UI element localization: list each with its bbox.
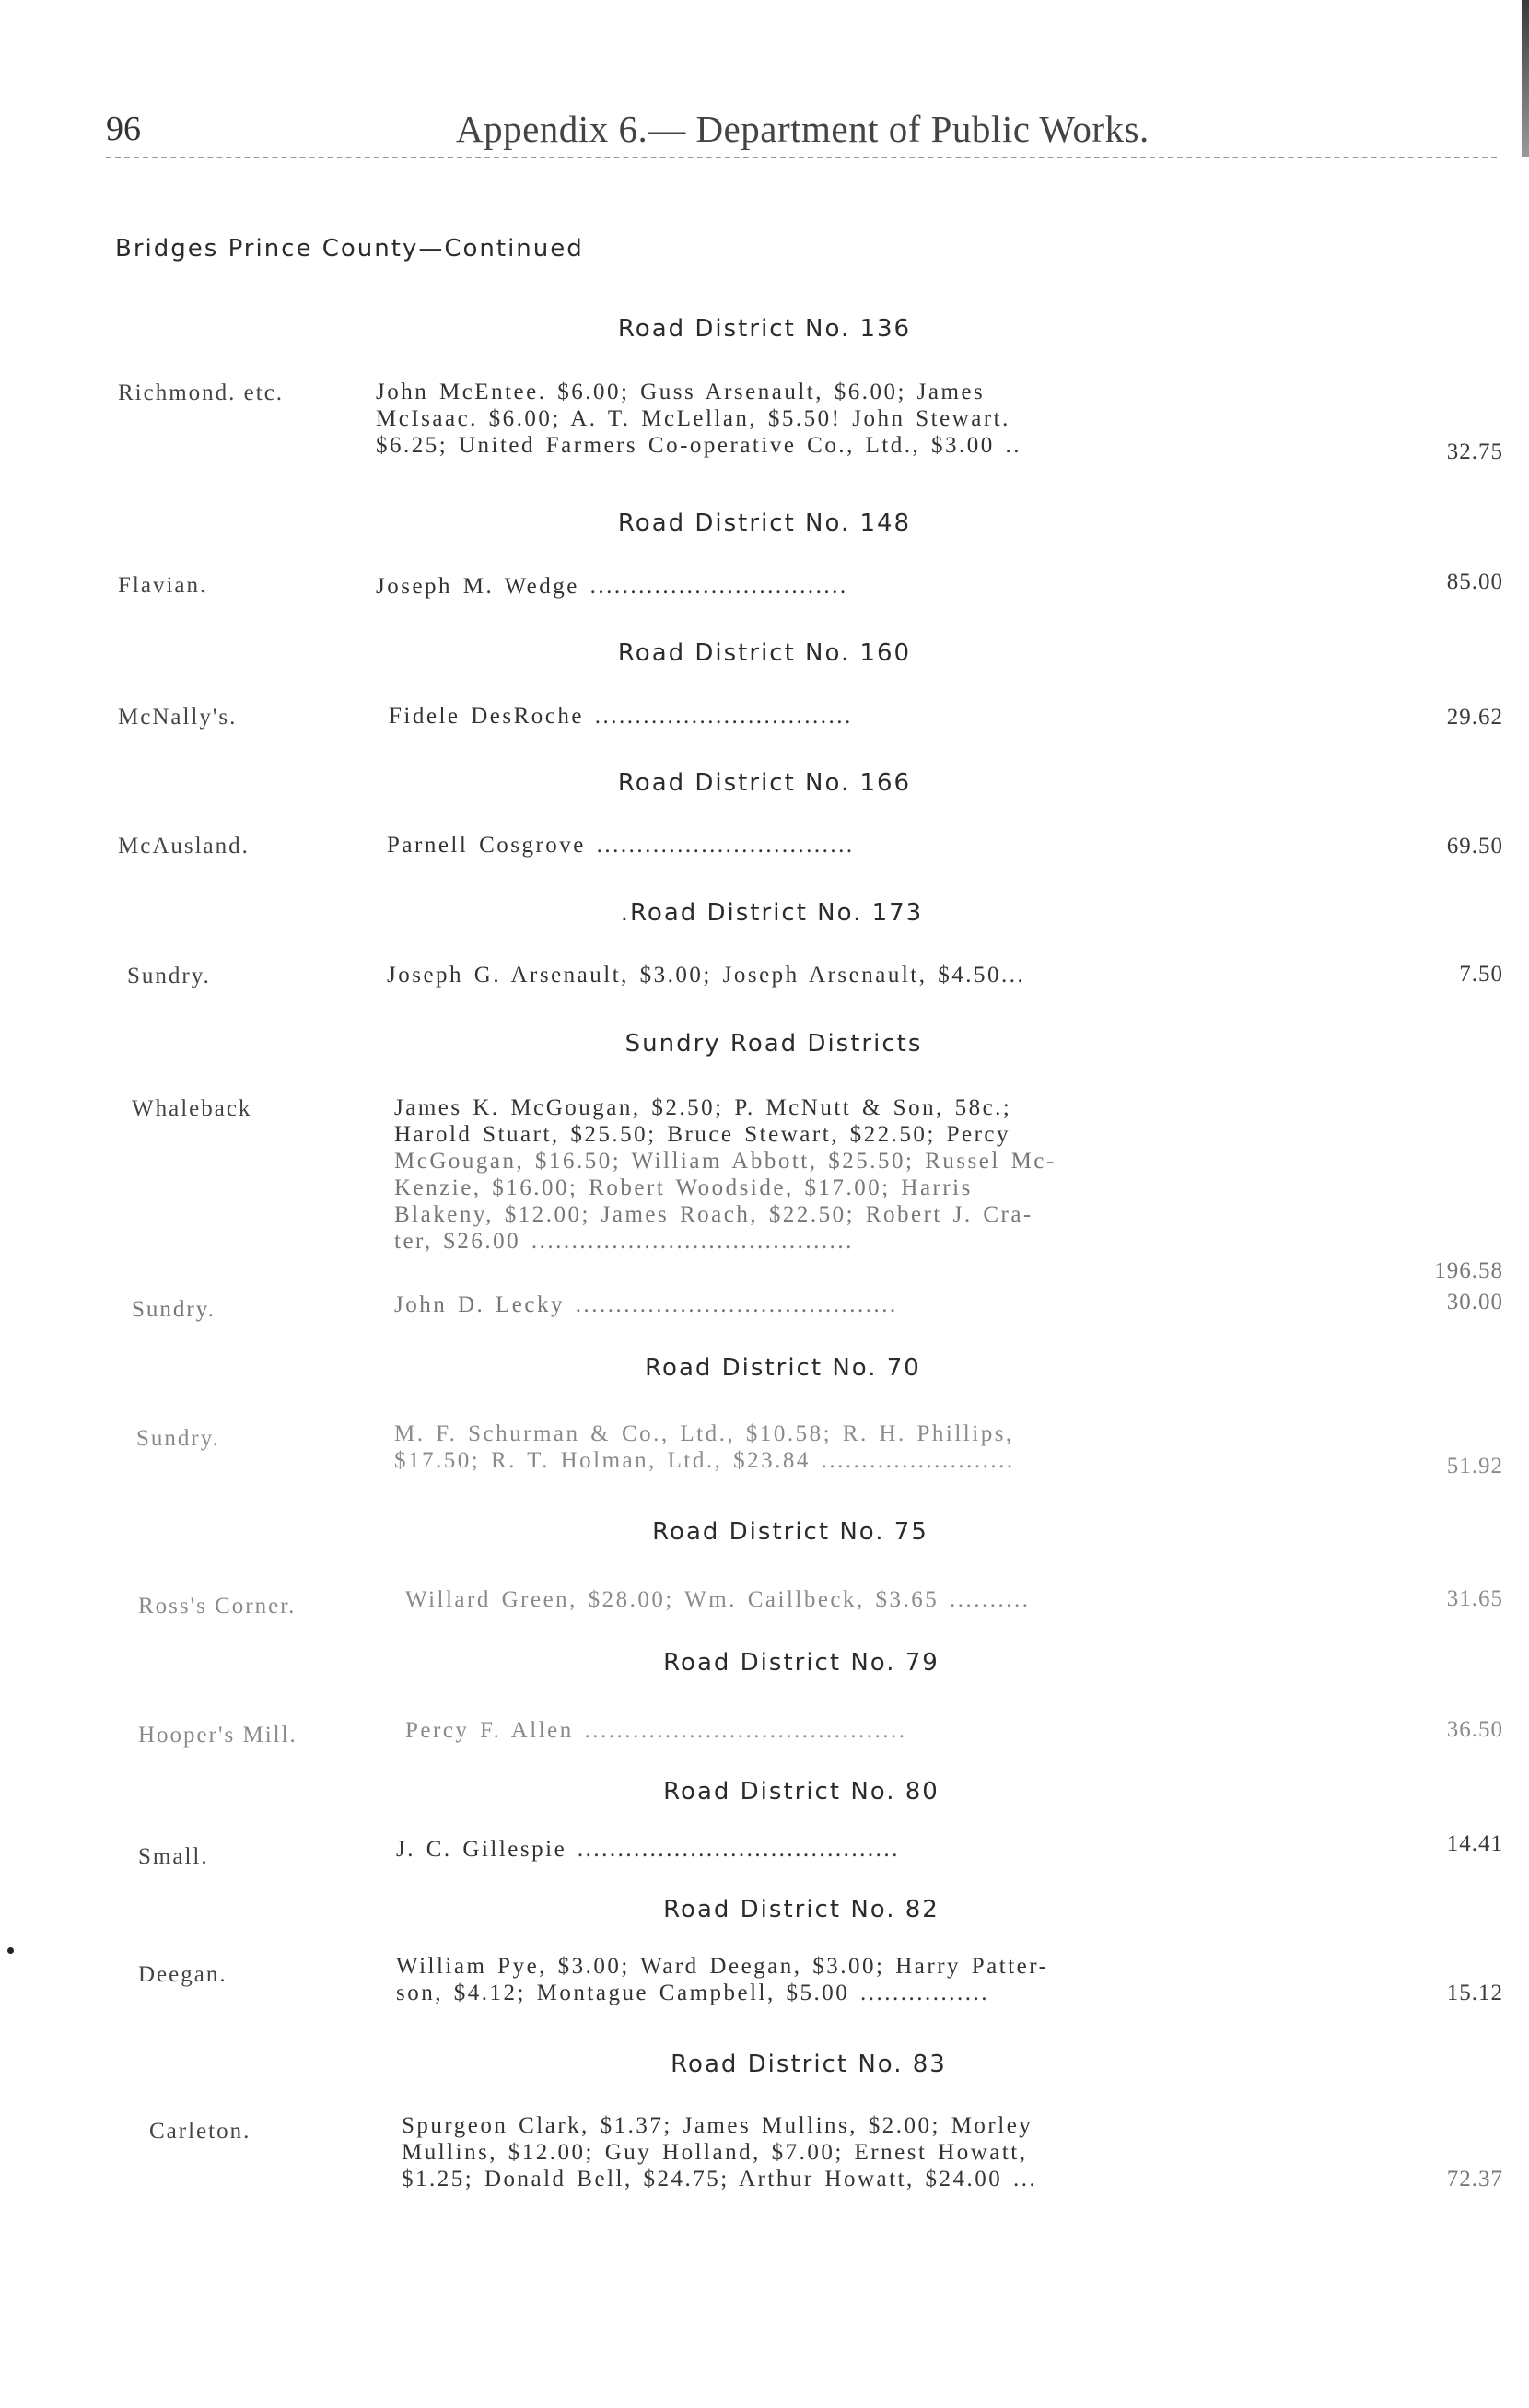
entry-line: Joseph M. Wedge ................................ [376,574,848,599]
entry-line: John D. Lecky ........................................ [394,1292,898,1317]
entry-description [376,573,1265,600]
entry-line: M. F. Schurman & Co., Ltd., $10.58; R. H. Phillips, [394,1421,1014,1446]
entry-line: Mullins, $12.00; Guy Holland, $7.00; Ernest Howatt, [402,2140,1028,2165]
entry-line: James K. McGougan, $2.50; P. McNutt & Son, 58c.; [394,1095,1012,1120]
place-name: Sundry. [136,1426,220,1451]
scan-edge-shadow [1522,0,1529,157]
place-name: Richmond. etc. [118,380,285,405]
entry-amount: 72.37 [1446,2167,1503,2192]
entry-amount: 51.92 [1446,1454,1503,1479]
place-name: Carleton. [149,2119,251,2144]
running-title: Appendix 6.— Department of Public Works. [456,108,1150,150]
district-heading: Road District No. 79 [663,1649,940,1677]
entry-line: William Pye, $3.00; Ward Deegan, $3.00; Harry Patter- [396,1954,1049,1979]
entry-description [394,1094,1283,1255]
place-name: McNally's. [118,705,238,730]
district-heading: Road District No. 166 [617,769,912,797]
entry-description [376,379,1265,459]
entry-line: Kenzie, $16.00; Robert Woodside, $17.00; Harris [394,1175,973,1200]
entry-description [394,1420,1283,1474]
entry-line: Fidele DesRoche ................................ [389,704,853,729]
place-name: Whaleback [132,1096,252,1121]
entry-amount: 7.50 [1459,962,1503,987]
place-name: Hooper's Mill. [138,1723,298,1748]
entry-line: Willard Green, $28.00; Wm. Caillbeck, $3.65 .......... [405,1587,1031,1612]
entry-amount: 31.65 [1446,1586,1503,1611]
entry-amount: 15.12 [1446,1981,1503,2005]
entry-line: Joseph G. Arsenault, $3.00; Joseph Arsenault, $4.50... [387,963,1026,988]
entry-line: son, $4.12; Montague Campbell, $5.00 ................ [396,1981,989,2005]
place-name: McAusland. [118,834,250,859]
entry-line: Harold Stuart, $25.50; Bruce Stewart, $22.50; Percy [394,1122,1011,1147]
section-title: Bridges Prince County—Continued [115,235,584,263]
district-heading: Sundry Road Districts [624,1030,923,1058]
entry-amount: 32.75 [1446,439,1503,464]
place-name: Small. [138,1844,209,1869]
place-name: Deegan. [138,1962,228,1987]
entry-description [396,1953,1285,2006]
district-heading: Road District No. 80 [663,1778,940,1806]
entry-line: ter, $26.00 ........................................ [394,1229,854,1254]
place-name: Ross's Corner. [138,1594,297,1619]
entry-amount: 69.50 [1446,834,1503,859]
district-heading: Road District No. 70 [645,1354,921,1382]
district-heading: .Road District No. 173 [620,899,924,927]
margin-mark [7,1947,14,1954]
entry-line: $1.25; Donald Bell, $24.75; Arthur Howatt, $24.00 ... [402,2167,1038,2192]
entry-description [394,1292,1283,1318]
entry-line: Blakeny, $12.00; James Roach, $22.50; Robert J. Cra- [394,1202,1033,1227]
place-name: Flavian. [118,573,208,598]
entry-amount: 14.41 [1446,1831,1503,1856]
entry-description [387,962,1276,988]
entry-description [405,1717,1294,1744]
entry-description [402,2112,1290,2192]
entry-line: McGougan, $16.50; William Abbott, $25.50; Russel Mc- [394,1149,1056,1174]
entry-line: McIsaac. $6.00; A. T. McLellan, $5.50! John Stewart. [376,406,1010,431]
entry-amount: 85.00 [1446,569,1503,594]
district-heading: Road District No. 136 [617,315,912,343]
entry-description [387,832,1276,859]
entry-description [396,1836,1285,1863]
entry-description [389,703,1278,730]
entry-amount: 30.00 [1446,1290,1503,1315]
entry-line: $17.50; R. T. Holman, Ltd., $23.84 ........................ [394,1448,1015,1473]
entry-line: John McEntee. $6.00; Guss Arsenault, $6.00; James [376,380,986,404]
district-heading: Road District No. 160 [617,639,912,667]
entry-line: Parnell Cosgrove ................................ [387,833,855,858]
page-number: 96 [106,110,141,148]
entry-amount: 36.50 [1446,1717,1503,1742]
district-heading: Road District No. 148 [617,509,912,537]
district-heading: Road District No. 83 [671,2051,947,2078]
entry-line: J. C. Gillespie ........................................ [396,1837,900,1862]
page-header [106,101,1497,158]
district-heading: Road District No. 82 [663,1896,940,1923]
district-heading: Road District No. 75 [652,1518,928,1546]
place-name: Sundry. [127,964,211,988]
entry-line: Spurgeon Clark, $1.37; James Mullins, $2.00; Morley [402,2113,1033,2138]
entry-amount: 29.62 [1446,705,1503,730]
entry-line: $6.25; United Farmers Co-operative Co., Ltd., $3.00 .. [376,433,1022,458]
entry-description [405,1586,1294,1613]
entry-amount: 196.58 [1434,1258,1503,1283]
entry-line: Percy F. Allen ........................................ [405,1718,907,1743]
place-name: Sundry. [132,1297,216,1322]
